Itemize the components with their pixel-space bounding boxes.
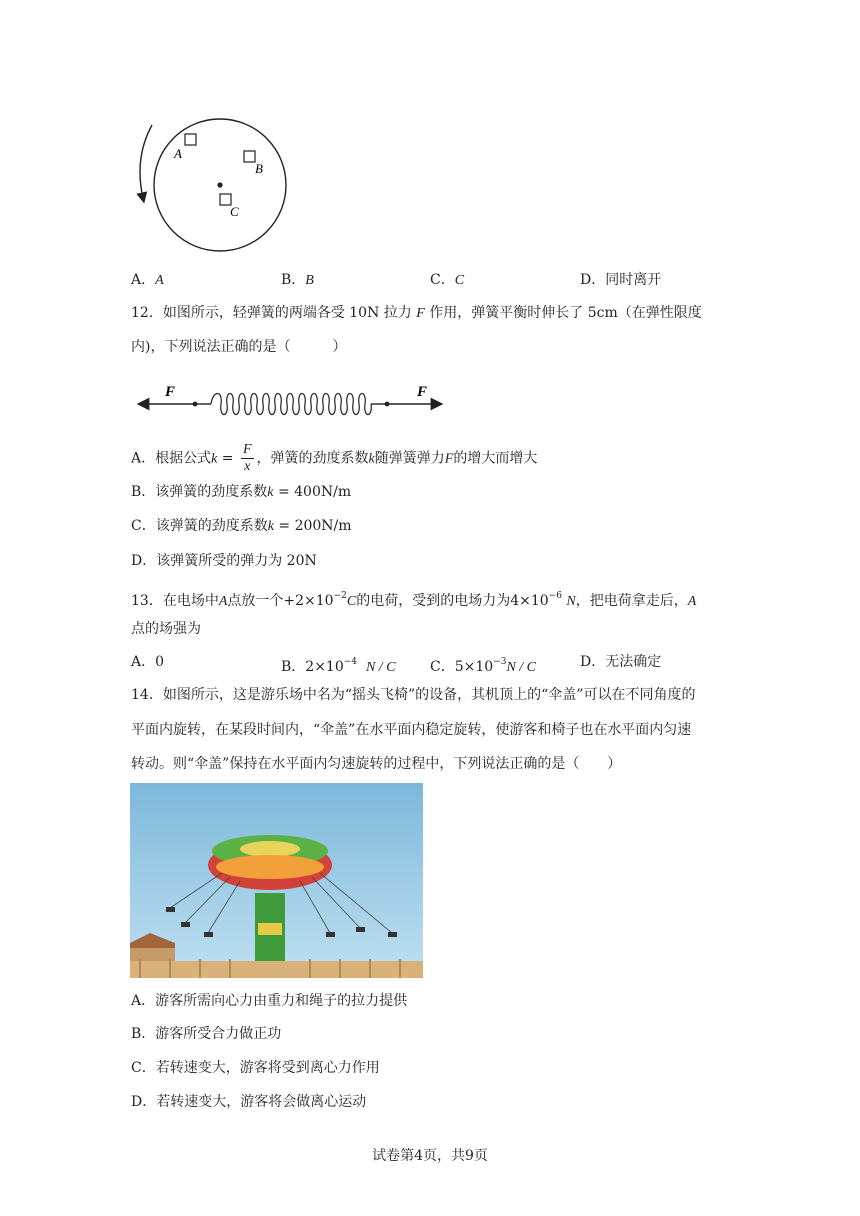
q11-option-a[interactable] <box>131 270 164 291</box>
option-text: C <box>454 273 465 288</box>
left-endpoint <box>193 402 198 407</box>
q11-option-b[interactable] <box>281 270 314 291</box>
q13-option-a[interactable]: A．0 <box>131 654 165 670</box>
option-text: 同时离开 <box>605 272 662 288</box>
rotating-disk-figure <box>130 118 300 258</box>
spring-coil <box>211 394 371 415</box>
q11-option-d[interactable] <box>580 270 661 290</box>
label-b: B <box>255 161 263 176</box>
label-c: C <box>230 204 239 219</box>
q14-option-d[interactable]: D．若转速变大，游客将会做离心运动 <box>131 1094 367 1110</box>
charge-value: $+2\times 10^{-2}C$ <box>283 591 357 609</box>
q12-stem-line-1: 12．如图所示，轻弹簧的两端各受 10N 拉力 F 作用，弹簧平衡时伸长了 5cm（在弹性限度 <box>131 305 702 321</box>
force-value: $4\times 10^{-6}$ N <box>510 591 576 609</box>
option-text: A <box>155 273 164 288</box>
q14-option-c[interactable]: C．若转速变大，游客将受到离心力作用 <box>131 1060 380 1076</box>
q13-option-c[interactable]: C．$5\times 10^{-3}N / C$ <box>430 657 537 675</box>
option-letter: C． <box>430 272 455 288</box>
block-a <box>185 134 196 145</box>
q14-stem-line-3: 转动。则“伞盖”保持在水平面内匀速旋转的过程中，下列说法正确的是（ ） <box>131 756 622 772</box>
q13-option-b[interactable]: B．$2\times 10^{-4}$ N / C <box>281 657 396 675</box>
left-force-label: F <box>165 384 176 400</box>
option-text: B <box>305 273 314 288</box>
option-letter: D． <box>580 272 606 288</box>
page-footer: 试卷第4页，共9页 <box>372 1148 488 1164</box>
option-letter: A． <box>131 272 156 288</box>
q14-option-b[interactable]: B．游客所受合力做正功 <box>131 1026 282 1042</box>
q12-stem-line-2: 内)，下列说法正确的是（ ） <box>131 339 347 355</box>
q12-option-c[interactable]: C．该弹簧的劲度系数k = 200N/m <box>131 518 352 534</box>
q13-stem-line-1: 13．在电场中A点放一个$+2\times 10^{-2}C$的电荷，受到的电场力为$4\times 10^{-6}$ N，把电荷拿走后，A <box>131 591 697 609</box>
q11-option-c[interactable] <box>430 270 464 291</box>
q14-option-a[interactable]: A．游客所需向心力由重力和绳子的拉力提供 <box>131 993 408 1009</box>
q12-option-b[interactable]: B．该弹簧的劲度系数k = 400N/m <box>131 484 352 500</box>
q13-stem-line-2: 点的场强为 <box>131 621 201 637</box>
q12-option-d[interactable]: D．该弹簧所受的弹力为 20N <box>131 553 317 569</box>
block-b <box>244 151 255 162</box>
option-letter: B． <box>281 272 306 288</box>
q14-stem-line-2: 平面内旋转，在某段时间内，“伞盖”在水平面内稳定旋转，使游客和椅子也在水平面内匀速 <box>131 722 692 738</box>
q14-stem-line-1: 14．如图所示，这是游乐场中名为“摇头飞椅”的设备，其机顶上的“伞盖”可以在不同角度的 <box>131 687 696 703</box>
formula-fraction: $\frac{F}{x}$ <box>242 442 252 474</box>
rotation-arrow <box>140 125 152 198</box>
swing-ride-photo <box>130 783 423 978</box>
right-force-label: F <box>417 384 428 400</box>
spring-figure <box>135 372 445 422</box>
q13-option-d[interactable]: D．无法确定 <box>580 654 662 670</box>
disk-center-dot <box>217 182 222 187</box>
label-a: A <box>174 146 182 161</box>
q12-option-a[interactable]: A．根据公式k = $\frac{F}{x}$ ，弹簧的劲度系数k随弹簧弹力F的增大而增大 <box>131 442 538 474</box>
